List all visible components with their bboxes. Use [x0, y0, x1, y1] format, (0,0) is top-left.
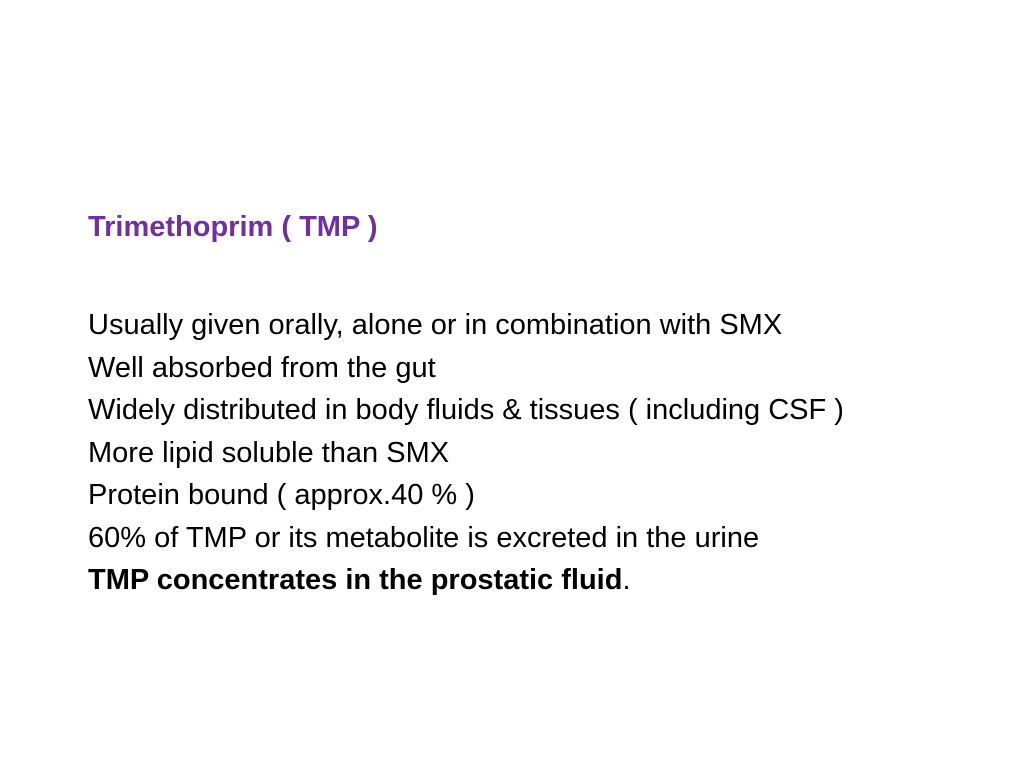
title-spacer: [88, 248, 1008, 304]
slide-title: Trimethoprim ( TMP ): [88, 211, 378, 243]
point-list: [88, 304, 1008, 602]
emphasis-item: [88, 559, 1008, 602]
point-item: Usually given orally, alone or in combination with SMX: [88, 309, 783, 341]
point-item: 60% of TMP or its metabolite is excreted in the urine: [88, 521, 760, 554]
emphasis-trailing: .: [622, 564, 631, 596]
point-item: Protein bound ( approx.40 % ): [88, 479, 475, 511]
point-item: Well absorbed from the gut: [88, 351, 436, 384]
slide-content: [88, 206, 1008, 602]
emphasis-text: TMP concentrates in the prostatic fluid: [88, 564, 623, 596]
point-item: More lipid soluble than SMX: [88, 436, 450, 469]
point-item: Widely distributed in body fluids & tissues ( including CSF ): [88, 394, 844, 426]
